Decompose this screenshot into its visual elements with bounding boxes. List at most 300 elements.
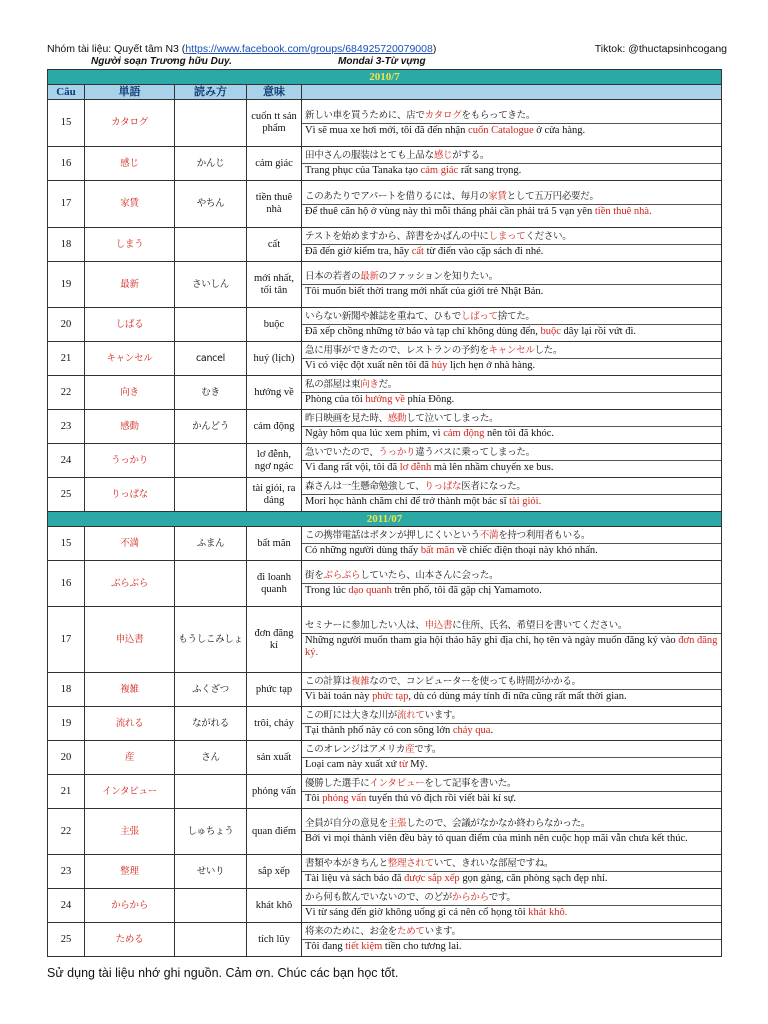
vocab-meaning: đi loanh quanh bbox=[247, 561, 302, 607]
section-title: 2011/07 bbox=[48, 512, 722, 527]
group-suffix: ) bbox=[432, 43, 437, 55]
highlight-vietnamese: bất mãn bbox=[420, 545, 455, 556]
vocab-meaning: tiền thuê nhà bbox=[247, 181, 302, 228]
highlight-vietnamese: được sắp xếp bbox=[404, 873, 460, 884]
example-japanese bbox=[302, 709, 721, 724]
example-japanese bbox=[302, 149, 721, 164]
text-segment: を持つ利用者もいる。 bbox=[498, 530, 591, 541]
highlight-vietnamese: cuốn Catalogue bbox=[468, 124, 534, 136]
vocab-word: りっぱな bbox=[85, 478, 175, 512]
example-vietnamese bbox=[302, 724, 721, 738]
vocab-reading bbox=[175, 228, 247, 262]
example-cell bbox=[302, 741, 722, 775]
example-vietnamese bbox=[302, 285, 721, 299]
example-cell bbox=[302, 308, 722, 342]
highlight-japanese: しばって bbox=[460, 311, 498, 322]
group-info bbox=[47, 43, 436, 55]
text-segment: をもらってきた。 bbox=[461, 109, 536, 121]
vocab-meaning: mới nhất, tối tân bbox=[247, 262, 302, 308]
text-segment: , dù có dùng máy tính đi nữa cũng rất mất thời gian. bbox=[408, 691, 627, 702]
subject-line: Mondai 3-Từ vựng bbox=[338, 56, 426, 67]
example-japanese bbox=[302, 529, 721, 544]
text-segment: ở cửa hàng. bbox=[533, 124, 586, 136]
table-row bbox=[48, 342, 722, 376]
question-number: 17 bbox=[48, 181, 85, 228]
text-segment: いて、きれいな部屋ですね。 bbox=[433, 858, 554, 869]
highlight-vietnamese: đơn đăng ký. bbox=[305, 635, 718, 658]
highlight-japanese: 最新 bbox=[360, 271, 379, 282]
text-segment: Tôi bbox=[305, 793, 323, 804]
vocab-reading bbox=[175, 561, 247, 607]
text-segment: です。 bbox=[414, 744, 442, 755]
example-cell bbox=[302, 376, 722, 410]
highlight-japanese: ぶらぶら bbox=[323, 570, 361, 581]
text-segment: だ。 bbox=[378, 379, 398, 390]
question-number: 25 bbox=[48, 478, 85, 512]
highlight-vietnamese: phỏng vấn bbox=[322, 793, 367, 804]
vocab-meaning: sắp xếp bbox=[247, 855, 302, 889]
text-segment: Đã đến giờ kiểm tra, hãy bbox=[305, 246, 412, 257]
highlight-japanese: 産 bbox=[405, 744, 415, 755]
text-segment: から何も飲んでいないので、のどが bbox=[305, 892, 453, 903]
vocab-reading: もうしこみしょ bbox=[175, 607, 247, 673]
text-segment: Vì đang rất vội, tôi đã bbox=[305, 462, 400, 473]
text-segment: nên tôi đã khóc. bbox=[484, 428, 555, 439]
example-japanese bbox=[302, 569, 721, 584]
highlight-japanese: 申込書 bbox=[424, 620, 453, 631]
question-number: 18 bbox=[48, 673, 85, 707]
text-segment: rất sang trọng. bbox=[458, 165, 522, 176]
text-segment: 捨てた。 bbox=[497, 311, 535, 322]
example-cell bbox=[302, 889, 722, 923]
example-japanese bbox=[302, 777, 721, 792]
highlight-vietnamese: tiết kiệm bbox=[345, 941, 383, 952]
text-segment: のファッションを知りたい。 bbox=[378, 271, 498, 282]
text-segment: なので、コンピューターを使っても時間がかかる。 bbox=[369, 676, 581, 687]
question-number: 23 bbox=[48, 855, 85, 889]
example-cell bbox=[302, 100, 722, 147]
example-cell bbox=[302, 478, 722, 512]
example-japanese bbox=[302, 817, 721, 832]
table-row bbox=[48, 100, 722, 147]
table-row bbox=[48, 181, 722, 228]
example-cell bbox=[302, 673, 722, 707]
example-cell bbox=[302, 444, 722, 478]
vocab-table bbox=[47, 69, 722, 957]
question-number: 20 bbox=[48, 741, 85, 775]
text-segment: この計算は bbox=[305, 676, 352, 687]
vocab-word: キャンセル bbox=[85, 342, 175, 376]
text-segment: Vì có việc đột xuất nên tôi đã bbox=[305, 360, 432, 371]
column-header: 意味 bbox=[247, 85, 302, 100]
table-row bbox=[48, 707, 722, 741]
highlight-japanese: 向き bbox=[360, 379, 379, 390]
highlight-japanese: 感じ bbox=[433, 150, 453, 161]
example-japanese bbox=[302, 270, 721, 285]
example-cell bbox=[302, 607, 722, 673]
text-segment: 昨日映画を見た時、 bbox=[305, 413, 388, 424]
table-row bbox=[48, 527, 722, 561]
vocab-word: ためる bbox=[85, 923, 175, 957]
vocab-reading: cancel bbox=[175, 342, 247, 376]
example-vietnamese bbox=[302, 584, 721, 598]
table-row bbox=[48, 741, 722, 775]
vocab-word: 産 bbox=[85, 741, 175, 775]
vocab-reading bbox=[175, 444, 247, 478]
text-segment: 田中さんの服装はとても上品な bbox=[305, 150, 434, 161]
text-segment: Tại thành phố này có con sông lớn bbox=[305, 725, 453, 736]
text-segment: Trang phục của Tanaka tạo bbox=[305, 165, 421, 176]
column-header: 読み方 bbox=[175, 85, 247, 100]
vocab-meaning: tích lũy bbox=[247, 923, 302, 957]
question-number: 25 bbox=[48, 923, 85, 957]
highlight-vietnamese: tài giỏi. bbox=[509, 496, 542, 507]
highlight-japanese: インタビュー bbox=[369, 778, 425, 789]
vocab-reading bbox=[175, 923, 247, 957]
text-segment: 新しい車を買うために、店で bbox=[305, 109, 425, 121]
text-segment: Những người muốn tham gia hội thảo hãy ghi địa chỉ, họ tên và ngày muốn đăng ký vào bbox=[305, 635, 679, 646]
highlight-japanese: 整理されて bbox=[387, 858, 434, 869]
table-row bbox=[48, 444, 722, 478]
vocab-meaning: trôi, chảy bbox=[247, 707, 302, 741]
example-cell bbox=[302, 561, 722, 607]
text-segment: . bbox=[490, 725, 494, 736]
table-row bbox=[48, 561, 722, 607]
table-row bbox=[48, 308, 722, 342]
example-cell bbox=[302, 923, 722, 957]
table-row bbox=[48, 607, 722, 673]
example-vietnamese bbox=[302, 940, 721, 954]
group-link[interactable]: https://www.facebook.com/groups/684925720079008 bbox=[185, 43, 433, 55]
text-segment: Trong lúc bbox=[305, 585, 349, 596]
text-segment: したので、会議がなかなか終わらなかった。 bbox=[406, 818, 591, 829]
example-cell bbox=[302, 410, 722, 444]
author-line: Người soạn Trương hữu Duy. bbox=[91, 56, 232, 67]
example-vietnamese bbox=[302, 124, 721, 138]
example-japanese bbox=[302, 675, 721, 690]
vocab-reading bbox=[175, 775, 247, 809]
vocab-meaning: lơ đễnh, ngơ ngác bbox=[247, 444, 302, 478]
text-segment: từ điển vào cặp sách đi nhé. bbox=[423, 246, 544, 257]
question-number: 21 bbox=[48, 775, 85, 809]
vocab-word: インタビュー bbox=[85, 775, 175, 809]
example-vietnamese bbox=[302, 544, 721, 558]
example-japanese bbox=[302, 446, 721, 461]
text-segment: Mori học hành chăm chỉ để trở thành một bác sĩ bbox=[305, 496, 510, 507]
example-vietnamese bbox=[302, 393, 721, 407]
vocab-word: 家賃 bbox=[85, 181, 175, 228]
text-segment: 違うバスに乗ってしまった。 bbox=[415, 447, 535, 458]
text-segment: gọn gàng, căn phòng sạch đẹp nhỉ. bbox=[459, 873, 608, 884]
example-vietnamese bbox=[302, 792, 721, 806]
table-row bbox=[48, 673, 722, 707]
vocab-reading: ふくざつ bbox=[175, 673, 247, 707]
question-number: 17 bbox=[48, 607, 85, 673]
example-japanese bbox=[302, 378, 721, 393]
vocab-meaning: quan điểm bbox=[247, 809, 302, 855]
vocab-meaning: sản xuất bbox=[247, 741, 302, 775]
text-segment: 街を bbox=[305, 570, 324, 581]
text-segment: セミナーに参加したい人は、 bbox=[305, 620, 425, 631]
vocab-reading: せいり bbox=[175, 855, 247, 889]
question-number: 19 bbox=[48, 707, 85, 741]
vocab-meaning: đơn đăng kí bbox=[247, 607, 302, 673]
example-japanese bbox=[302, 412, 721, 427]
highlight-vietnamese: lơ đễnh bbox=[399, 462, 432, 473]
question-number: 22 bbox=[48, 376, 85, 410]
text-segment: として五万円必要だ。 bbox=[506, 190, 599, 202]
highlight-japanese: うっかり bbox=[378, 447, 416, 458]
text-segment: Loại cam này xuất xứ bbox=[305, 759, 400, 770]
vocab-reading: しゅちょう bbox=[175, 809, 247, 855]
text-segment: 全員が自分の意見を bbox=[305, 818, 388, 829]
highlight-japanese: 感動 bbox=[387, 413, 407, 424]
column-header: 単語 bbox=[85, 85, 175, 100]
highlight-vietnamese: khát khô. bbox=[528, 907, 568, 918]
text-segment: trên phố, tôi đã gặp chị Yamamoto. bbox=[391, 585, 542, 596]
table-row bbox=[48, 775, 722, 809]
text-segment: がする。 bbox=[452, 150, 490, 161]
vocab-meaning: hướng về bbox=[247, 376, 302, 410]
text-segment: この町には大きな川が bbox=[305, 710, 398, 721]
table-row bbox=[48, 410, 722, 444]
highlight-japanese: ためて bbox=[397, 926, 425, 937]
question-number: 19 bbox=[48, 262, 85, 308]
vocab-reading: かんどう bbox=[175, 410, 247, 444]
highlight-vietnamese: chảy qua bbox=[452, 725, 491, 736]
table-row bbox=[48, 923, 722, 957]
vocab-reading bbox=[175, 478, 247, 512]
vocab-word: からから bbox=[85, 889, 175, 923]
example-vietnamese bbox=[302, 164, 721, 178]
highlight-japanese: りっぱな bbox=[424, 481, 462, 492]
text-segment: テストを始めますから、辞書をかばんの中に bbox=[305, 231, 489, 242]
text-segment: して泣いてしまった。 bbox=[406, 413, 499, 424]
example-vietnamese bbox=[302, 832, 721, 846]
vocab-meaning: phức tạp bbox=[247, 673, 302, 707]
text-segment: Có những người dùng thấy bbox=[305, 545, 421, 556]
example-japanese bbox=[302, 743, 721, 758]
highlight-japanese: 不満 bbox=[479, 530, 499, 541]
vocab-reading bbox=[175, 308, 247, 342]
table-row bbox=[48, 855, 722, 889]
vocab-reading: さいしん bbox=[175, 262, 247, 308]
section-row bbox=[48, 70, 722, 85]
text-segment: 日本の若者の bbox=[305, 271, 361, 282]
question-number: 18 bbox=[48, 228, 85, 262]
example-vietnamese bbox=[302, 245, 721, 259]
text-segment: です。 bbox=[488, 892, 516, 903]
example-vietnamese bbox=[302, 205, 721, 219]
text-segment: tiền cho tương lai. bbox=[382, 941, 462, 952]
highlight-vietnamese: tiền thuê nhà. bbox=[594, 205, 652, 217]
vocab-reading: さん bbox=[175, 741, 247, 775]
text-segment: Vì bài toán này bbox=[305, 691, 373, 702]
column-header-row bbox=[48, 85, 722, 100]
text-segment: 優勝した選手に bbox=[305, 778, 370, 789]
vocab-word: 流れる bbox=[85, 707, 175, 741]
footer-note: Sử dụng tài liệu nhớ ghi nguồn. Cảm ơn. Chúc các bạn học tốt. bbox=[47, 966, 399, 980]
vocab-word: 申込書 bbox=[85, 607, 175, 673]
example-vietnamese bbox=[302, 427, 721, 441]
example-cell bbox=[302, 775, 722, 809]
example-cell bbox=[302, 262, 722, 308]
vocab-word: しばる bbox=[85, 308, 175, 342]
vocab-reading: ながれる bbox=[175, 707, 247, 741]
text-segment: した。 bbox=[534, 345, 563, 356]
vocab-reading: やちん bbox=[175, 181, 247, 228]
example-japanese bbox=[302, 857, 721, 872]
vocab-meaning: cuốn tt sản phẩm bbox=[247, 100, 302, 147]
example-vietnamese bbox=[302, 690, 721, 704]
table-row bbox=[48, 809, 722, 855]
text-segment: 急に用事ができたので、レストランの予約を bbox=[305, 345, 489, 356]
example-vietnamese bbox=[302, 359, 721, 373]
highlight-vietnamese: dạo quanh bbox=[348, 585, 392, 596]
text-segment: います。 bbox=[424, 926, 461, 937]
text-segment: Vì từ sáng đến giờ không uống gì cả nên cổ họng tôi bbox=[305, 907, 529, 918]
text-segment: tuyển thủ vô địch rồi viết bài kí sự. bbox=[366, 793, 517, 804]
text-segment: 書類や本がきちんと bbox=[305, 858, 388, 869]
text-segment: をして記事を書いた。 bbox=[424, 778, 517, 789]
text-segment: 将来のために、お金を bbox=[305, 926, 398, 937]
text-segment: Phòng của tôi bbox=[305, 394, 366, 405]
highlight-japanese: 複雑 bbox=[351, 676, 370, 687]
example-cell bbox=[302, 147, 722, 181]
text-segment: mà lên nhầm chuyến xe bus. bbox=[431, 462, 554, 473]
example-japanese bbox=[302, 310, 721, 325]
question-number: 15 bbox=[48, 527, 85, 561]
table-row bbox=[48, 889, 722, 923]
example-cell bbox=[302, 707, 722, 741]
example-japanese bbox=[302, 925, 721, 940]
text-segment: dây lại rồi vứt đi. bbox=[560, 326, 637, 337]
vocab-word: 複雑 bbox=[85, 673, 175, 707]
highlight-vietnamese: hướng về bbox=[365, 394, 405, 405]
example-cell bbox=[302, 855, 722, 889]
text-segment: Tài liệu và sách báo đã bbox=[305, 873, 405, 884]
text-segment: このあたりでアパートを借りるには、毎月の bbox=[305, 190, 489, 202]
vocab-meaning: buộc bbox=[247, 308, 302, 342]
section-title: 2010/7 bbox=[48, 70, 722, 85]
vocab-reading bbox=[175, 100, 247, 147]
text-segment: 森さんは一生懸命勉強して、 bbox=[305, 481, 425, 492]
vocab-reading: ふまん bbox=[175, 527, 247, 561]
example-japanese bbox=[302, 891, 721, 906]
example-vietnamese bbox=[302, 461, 721, 475]
vocab-word: ぶらぶら bbox=[85, 561, 175, 607]
text-segment: いらない新聞や雑誌を重ねて、ひもで bbox=[305, 311, 461, 322]
vocab-word: 不満 bbox=[85, 527, 175, 561]
text-segment: Tôi muốn biết thời trang mới nhất của giới trẻ Nhật Bản. bbox=[305, 286, 544, 297]
section-row bbox=[48, 512, 722, 527]
vocab-word: 整理 bbox=[85, 855, 175, 889]
question-number: 16 bbox=[48, 561, 85, 607]
example-cell bbox=[302, 342, 722, 376]
highlight-vietnamese: từ bbox=[399, 759, 408, 770]
text-segment: lịch hẹn ở nhà hàng. bbox=[447, 360, 536, 371]
table-row bbox=[48, 228, 722, 262]
vocab-word: うっかり bbox=[85, 444, 175, 478]
question-number: 16 bbox=[48, 147, 85, 181]
text-segment: このオレンジはアメリカ bbox=[305, 744, 406, 755]
example-vietnamese bbox=[302, 906, 721, 920]
vocab-meaning: cảm giác bbox=[247, 147, 302, 181]
highlight-japanese: しまって bbox=[488, 231, 526, 242]
vocab-word: 感じ bbox=[85, 147, 175, 181]
example-vietnamese bbox=[302, 872, 721, 886]
example-japanese bbox=[302, 190, 721, 205]
example-japanese bbox=[302, 480, 721, 495]
vocab-meaning: bất mãn bbox=[247, 527, 302, 561]
vocab-reading: かんじ bbox=[175, 147, 247, 181]
highlight-vietnamese: cảm giác bbox=[420, 165, 459, 176]
question-number: 23 bbox=[48, 410, 85, 444]
highlight-japanese: カタログ bbox=[424, 109, 462, 121]
column-header-example bbox=[302, 85, 722, 100]
column-header: Câu bbox=[48, 85, 85, 100]
highlight-japanese: 主張 bbox=[387, 818, 407, 829]
example-japanese bbox=[302, 344, 721, 359]
vocab-word: カタログ bbox=[85, 100, 175, 147]
table-row bbox=[48, 376, 722, 410]
question-number: 20 bbox=[48, 308, 85, 342]
text-segment: に住所、氏名、希望日を書いてください。 bbox=[452, 620, 628, 631]
text-segment: 私の部屋は東 bbox=[305, 379, 361, 390]
example-vietnamese bbox=[302, 325, 721, 339]
text-segment: この携帯電話はボタンが押しにくいという bbox=[305, 530, 480, 541]
question-number: 22 bbox=[48, 809, 85, 855]
text-segment: Đã xếp chồng những tờ báo và tạp chí không dùng đến, bbox=[305, 326, 541, 337]
vocab-meaning: cảm động bbox=[247, 410, 302, 444]
tiktok-handle: Tiktok: @thuctapsinhcogang bbox=[594, 43, 727, 55]
highlight-vietnamese: hủy bbox=[431, 360, 448, 371]
vocab-meaning: tài giỏi, ra dáng bbox=[247, 478, 302, 512]
text-segment: về chiếc điện thoại này khó nhấn. bbox=[454, 545, 598, 556]
text-segment: Vì sẽ mua xe hơi mới, tôi đã đến nhận bbox=[305, 124, 469, 136]
text-segment: していたら、山本さんに会った。 bbox=[360, 570, 499, 581]
text-segment: います。 bbox=[424, 710, 461, 721]
example-vietnamese bbox=[302, 634, 721, 660]
highlight-japanese: からから bbox=[452, 892, 489, 903]
example-vietnamese bbox=[302, 758, 721, 772]
table-row bbox=[48, 478, 722, 512]
vocab-meaning: khát khô bbox=[247, 889, 302, 923]
vocab-meaning: cất bbox=[247, 228, 302, 262]
example-japanese bbox=[302, 230, 721, 245]
vocab-word: 主張 bbox=[85, 809, 175, 855]
example-cell bbox=[302, 228, 722, 262]
highlight-vietnamese: cảm động bbox=[443, 428, 485, 439]
text-segment: 医者になった。 bbox=[461, 481, 526, 492]
vocab-word: しまう bbox=[85, 228, 175, 262]
example-japanese bbox=[302, 619, 721, 634]
table-row bbox=[48, 262, 722, 308]
vocab-word: 感動 bbox=[85, 410, 175, 444]
example-cell bbox=[302, 527, 722, 561]
highlight-vietnamese: cất bbox=[411, 246, 424, 257]
text-segment: Tôi đang bbox=[305, 941, 346, 952]
text-segment: Ngày hôm qua lúc xem phim, vì bbox=[305, 428, 444, 439]
vocab-word: 向き bbox=[85, 376, 175, 410]
question-number: 21 bbox=[48, 342, 85, 376]
question-number: 24 bbox=[48, 889, 85, 923]
example-japanese bbox=[302, 109, 721, 124]
highlight-japanese: 流れて bbox=[397, 710, 425, 721]
text-segment: ください。 bbox=[525, 231, 572, 242]
vocab-meaning: phỏng vấn bbox=[247, 775, 302, 809]
vocab-reading: むき bbox=[175, 376, 247, 410]
